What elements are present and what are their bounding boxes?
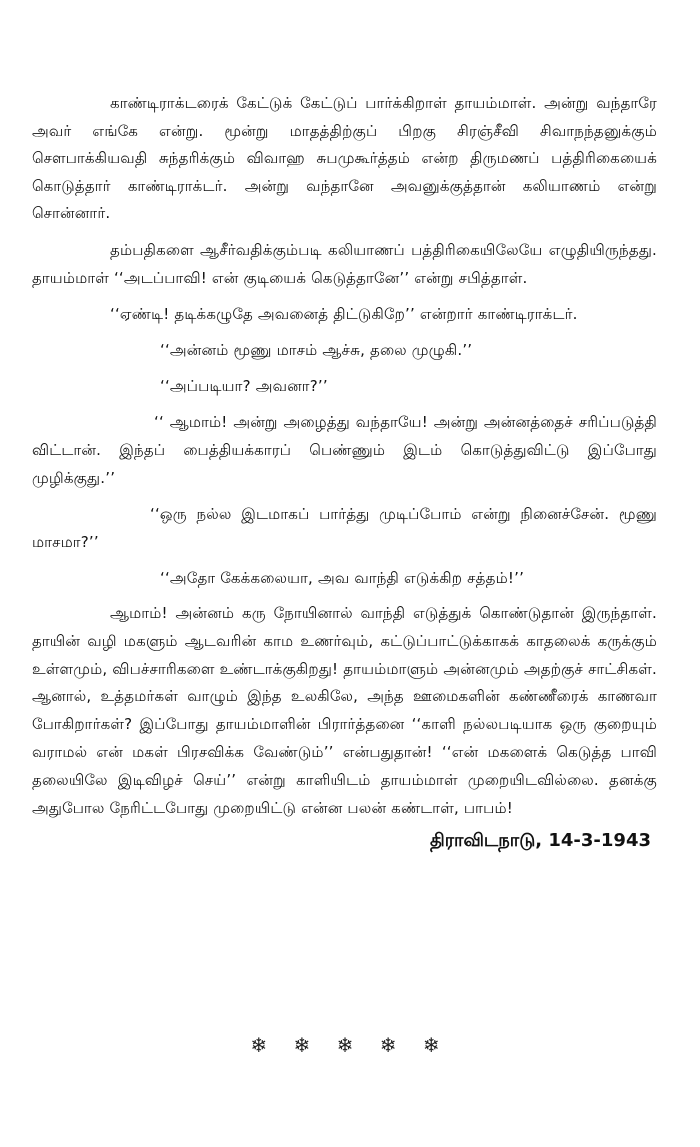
source-signature: திராவிடநாடு, 14-3-1943 [430,830,651,852]
document-page [32,90,657,853]
paragraph-2: தம்பதிகளை ஆசீர்வதிக்கும்படி கலியாணப் பத்திரிகையிலேயே எழுதியிருந்தது. தாயம்மாள் ‘‘அடப்பாவி! என் குடியைக் கெடுத்தானே’’ என்று சபித்தாள். [32,240,657,287]
paragraph-1: காண்டிராக்டரைக் கேட்டுக் கேட்டுப் பார்க்கிறாள் தாயம்மாள். அன்று வந்தாரே அவர் எங்கே என்று. மூன்று மாதத்திற்குப் பிறகு சிரஞ்சீவி சிவாநந்தனுக்கும் சௌபாக்கியவதி சுந்தரிக்கும் விவாஹ சுபமுகூர்த்தம் என்ற திருமணப் பத்திரிகையைக் கொடுத்தார் காண்டிராக்டர். அன்று வந்தானே அவனுக்குத்தான் கலியாணம் என்று சொன்னார். [32,94,657,223]
dialogue-line-2: ‘‘அப்படியா? அவனா?’’ [160,376,328,395]
paragraph-3: ‘‘ஏண்டி! தடிக்கழுதே அவனைத் திட்டுகிறே’’ என்றார் காண்டிராக்டர். [110,304,578,323]
dialogue-line-3: ‘‘ ஆமாம்! அன்று அழைத்து வந்தாயே! அன்று அன்னத்தைச் சரிப்படுத்தி விட்டான். இந்தப் பைத்தியக்காரப் பெண்ணும் இடம் கொடுத்துவிட்டு இப்போது முழிக்குது.’’ [32,412,657,487]
dialogue-line-4: ‘‘ஒரு நல்ல இடமாகப் பார்த்து முடிப்போம் என்று நினைச்சேன். மூணு மாசமா?’’ [32,504,657,551]
dialogue-line-1: ‘‘அன்னம் மூணு மாசம் ஆச்சு, தலை முழுகி.’’ [160,340,473,359]
ornament-divider: ❄ ❄ ❄ ❄ ❄ [250,1033,450,1057]
paragraph-closing: ஆமாம்! அன்னம் கரு நோயினால் வாந்தி எடுத்துக் கொண்டுதான் இருந்தாள். தாயின் வழி மகளும் ஆடவரின் காம உணர்வும், கட்டுப்பாட்டுக்காகக் காதலைக் கருக்கும் உள்ளமும், விபச்சாரிகளை உண்டாக்குகிறது! தாயம்மாளும் அன்னமும் அதற்குச் சாட்சிகள். ஆனால், உத்தமர்கள் வாழும் இந்த உலகிலே, அந்த ஊமைகளின் கண்ணீரைக் காணவா போகிறார்கள்? இப்போது தாயம்மாளின் பிரார்த்தனை ‘‘காளி நல்லபடியாக ஒரு குறையும் வராமல் என் மகள் பிரசவிக்க வேண்டும்’’ என்பதுதான்! ‘‘என் மகளைக் கெடுத்த பாவி தலையிலே இடிவிழச் செய்’’ என்று காளியிடம் தாயம்மாள் முறையிடவில்லை. தனக்கு அதுபோல நேரிட்டபோது முறையிட்டு என்ன பலன் கண்டாள், பாபம்! [32,603,657,817]
dialogue-line-5: ‘‘அதோ கேக்கலையா, அவ வாந்தி எடுக்கிற சத்தம்!’’ [160,568,525,587]
